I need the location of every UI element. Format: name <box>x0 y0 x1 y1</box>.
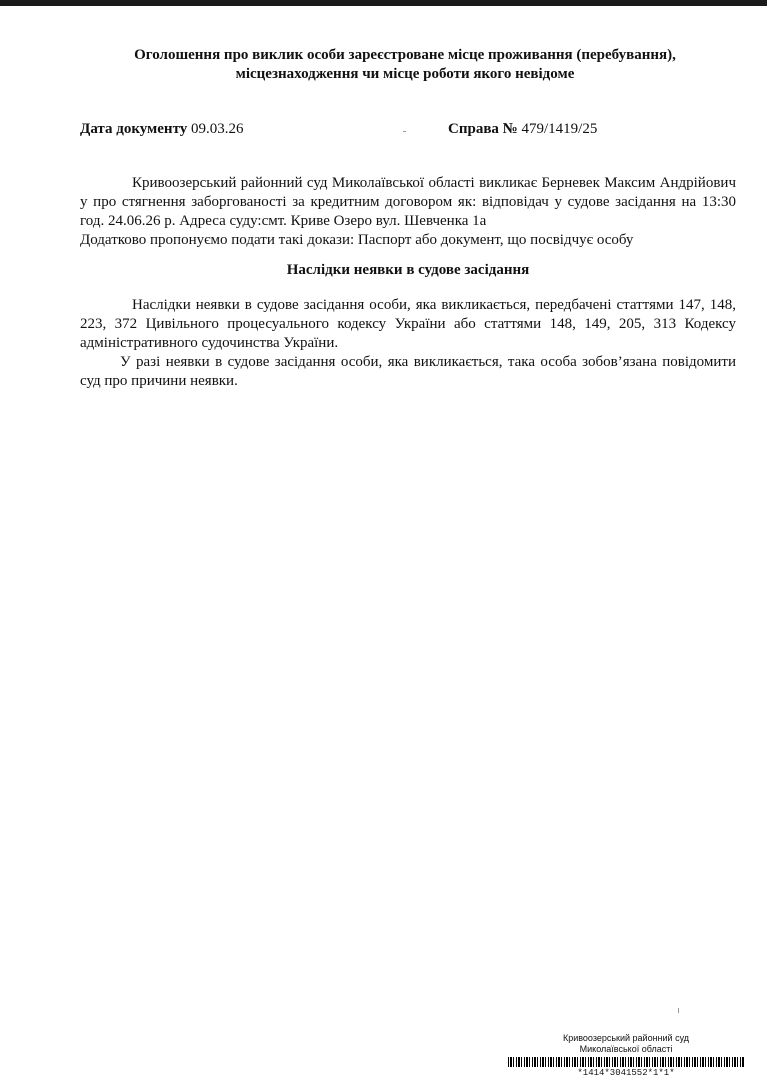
barcode-text: *1414*3041552*1*1* <box>577 1068 675 1078</box>
scan-top-edge <box>0 0 767 6</box>
footer-court-line-2: Миколаївської області <box>579 1044 673 1054</box>
barcode <box>508 1057 744 1067</box>
court-stamp-footer <box>508 1033 744 1079</box>
case-label: Справа № <box>448 121 518 137</box>
consequences-heading: Наслідки неявки в судове засідання <box>286 262 530 278</box>
summons-paragraph: Кривоозерський районний суд Миколаївської області викликає Берневек Максим Андрійович у про стягнення заборгованості за кредитним договором як: відповідач у судове засідання на 13:30 год. 24.06.26 р. Адреса суду:смт. Криве Озеро вул. Шевченка 1а <box>80 175 736 229</box>
date-value: 09.03.26 <box>191 121 244 137</box>
document-title <box>100 46 710 84</box>
scan-speck <box>403 131 406 132</box>
summons-section <box>80 174 736 250</box>
title-line-1: Оголошення про виклик особи зареєстроване місце проживання (перебування), <box>134 47 676 63</box>
footer-court-line-1: Кривоозерський районний суд <box>562 1033 690 1043</box>
date-label: Дата документу <box>80 121 188 137</box>
scan-speck <box>678 1008 679 1013</box>
consequences-paragraph-1: Наслідки неявки в судове засідання особи, яка викликається, передбачені статтями 147, 148, 223, 372 Цивільного процесуального кодексу України або статтями 148, 149, 205, 313 Кодексу адміністративного судочинства України. <box>80 297 736 351</box>
consequences-paragraph-2: У разі неявки в судове засідання особи, яка викликається, така особа зобов’язана повідомити суд про причини неявки. <box>80 354 736 389</box>
case-value: 479/1419/25 <box>521 121 598 137</box>
document-date <box>80 121 244 138</box>
title-line-2: місцезнаходження чи місце роботи якого невідоме <box>235 66 575 82</box>
consequences-section <box>80 296 736 391</box>
case-number <box>448 121 597 138</box>
evidence-line: Додатково пропонуємо подати такі докази: Паспорт або документ, що посвідчує особу <box>80 232 634 248</box>
